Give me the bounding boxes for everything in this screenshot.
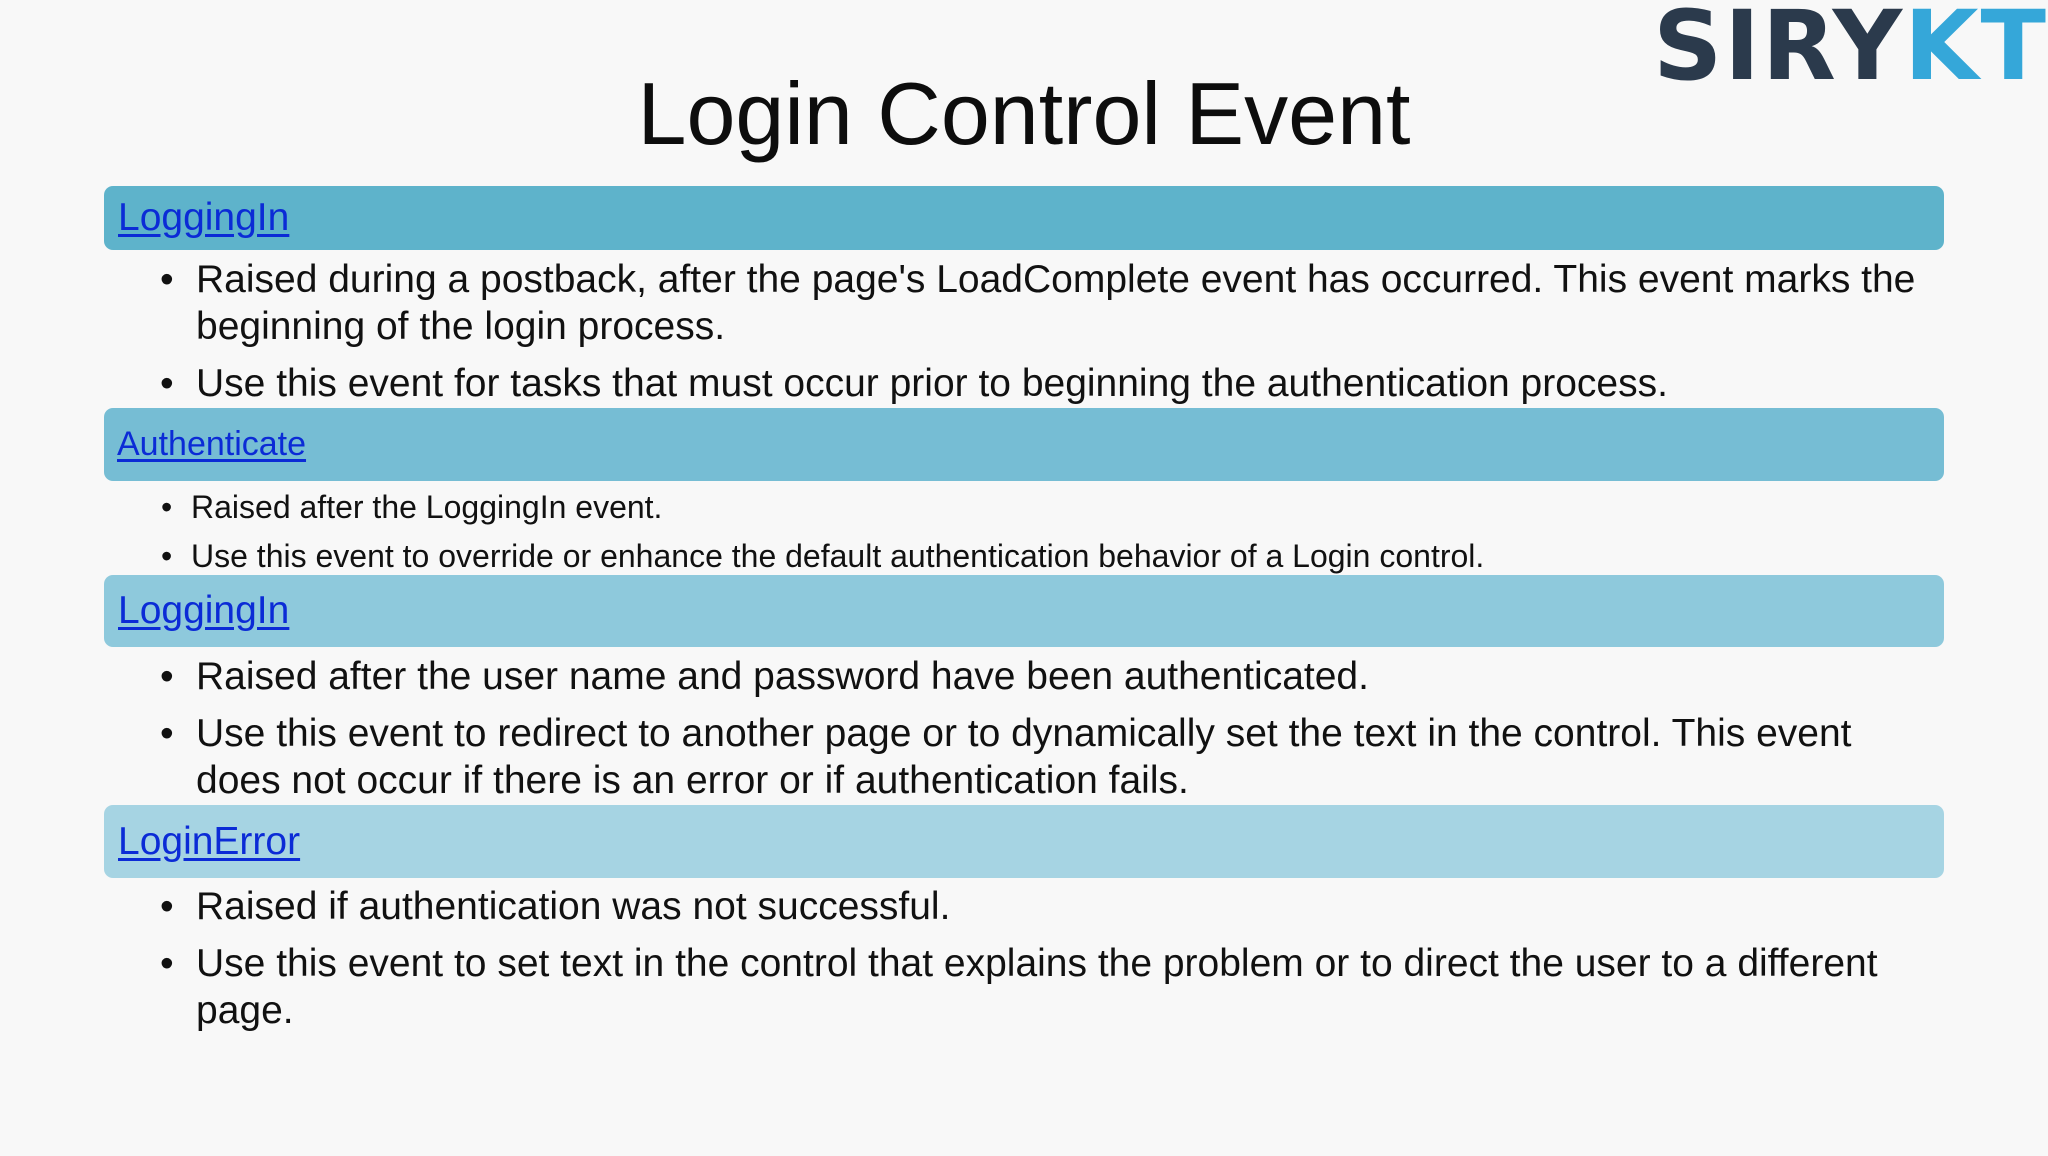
list-item: • Raised after the user name and password have been authenticated. (160, 653, 1930, 700)
loggedin-bullets (160, 653, 1930, 814)
authenticate-link[interactable]: Authenticate (117, 425, 307, 463)
list-item: • Raised during a postback, after the page's LoadComplete event has occurred. This event marks the beginning of the login process. (160, 256, 1930, 350)
loggedin-link[interactable]: LoggingIn (118, 589, 290, 632)
loginerror-link[interactable]: LoginError (118, 819, 301, 863)
slide-title: Login Control Event (637, 64, 1411, 163)
section-header-loggingin (104, 186, 1944, 250)
loggingin-bullets (160, 256, 1930, 417)
logo-text-dark: SIRY (1653, 0, 1905, 102)
authenticate-bullets (161, 487, 1931, 585)
loginerror-bullets (160, 883, 1930, 1044)
list-item: • Raised after the LoggingIn event. (161, 487, 1931, 527)
section-header-loginerror (104, 805, 1944, 878)
section-header-loggedin (104, 575, 1944, 647)
loggingin-link[interactable]: LoggingIn (118, 196, 290, 239)
list-item: • Use this event to redirect to another page or to dynamically set the text in the control. This event does not occur if there is an error or if authentication fails. (160, 710, 1930, 804)
list-item: • Use this event to override or enhance the default authentication behavior of a Login control. (161, 536, 1931, 576)
list-item: • Use this event for tasks that must occur prior to beginning the authentication process. (160, 360, 1930, 407)
section-header-authenticate (104, 408, 1944, 481)
list-item: • Use this event to set text in the control that explains the problem or to direct the user to a different page. (160, 940, 1930, 1034)
list-item: • Raised if authentication was not successful. (160, 883, 1930, 930)
logo-text-light: KT (1904, 0, 2048, 102)
